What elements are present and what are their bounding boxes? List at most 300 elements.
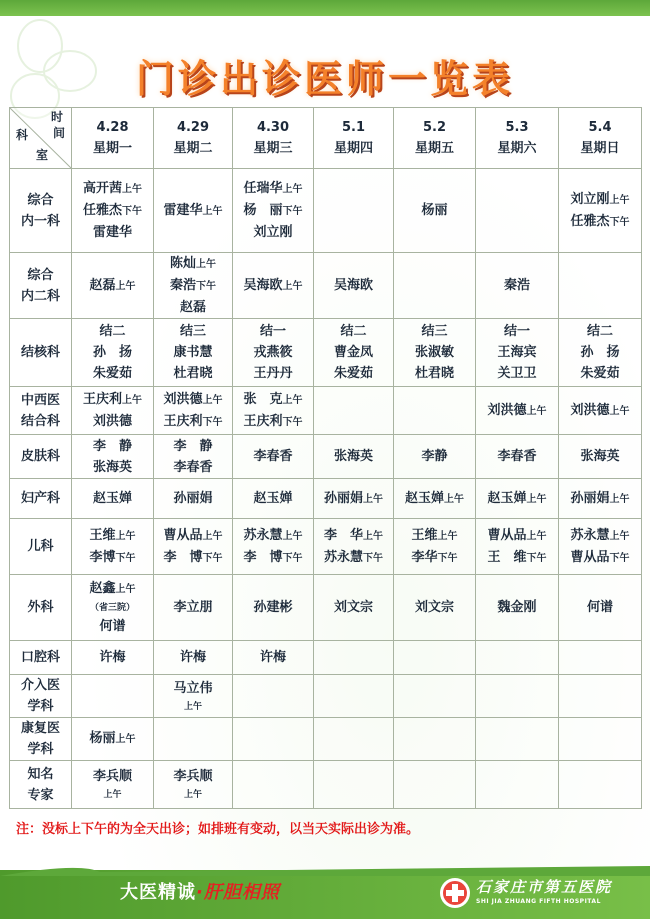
doctor-name: 秦浩 (169, 278, 196, 293)
doctor-entry (154, 525, 232, 547)
department-cell (10, 519, 72, 575)
doctor-entry (233, 597, 313, 618)
schedule-cell (394, 761, 476, 809)
schedule-cell (154, 641, 233, 675)
department-cell (10, 435, 72, 479)
doctor-entry (233, 363, 313, 384)
doctor-entry (559, 547, 641, 569)
doctor-entry (559, 488, 641, 510)
doctor-entry (154, 253, 232, 275)
doctor-name: 赵玉婵 (404, 490, 444, 506)
doctor-entry (559, 211, 641, 233)
schedule-cell (72, 675, 154, 718)
doctor-entry (314, 321, 393, 342)
doctor-name: 李 静 (173, 438, 213, 454)
schedule-cell (476, 169, 559, 253)
corner-room: 室 (36, 148, 49, 162)
schedule-cell (559, 761, 642, 809)
doctor-name: 孙建彬 (253, 600, 293, 615)
department-name: 介入医 (20, 678, 60, 693)
schedule-cell (314, 169, 394, 253)
session-tag: 下午 (526, 552, 547, 564)
schedule-table (9, 107, 642, 809)
session-tag: 下午 (282, 552, 303, 564)
doctor-name: 杜君晓 (414, 366, 454, 381)
schedule-cell (314, 575, 394, 641)
schedule-cell (476, 575, 559, 641)
schedule-cell (154, 761, 233, 809)
department-cell (10, 641, 72, 675)
department-name: 妇产科 (20, 491, 60, 506)
schedule-cell (476, 479, 559, 519)
doctor-name: 杨丽 (89, 731, 116, 746)
schedule-cell (233, 641, 314, 675)
schedule-cell (72, 761, 154, 809)
department-name: 结合科 (20, 413, 60, 429)
doctor-entry (476, 342, 558, 363)
doctor-entry (154, 411, 232, 433)
session-tag: 上午 (363, 530, 383, 542)
schedule-cell (233, 479, 314, 519)
doctor-name: 李静 (421, 449, 448, 464)
day-weekday: 星期二 (173, 141, 213, 156)
doctor-name: 结二 (340, 324, 367, 339)
doctor-name: 关卫卫 (497, 366, 537, 381)
doctor-entry (476, 275, 558, 296)
schedule-cell (233, 253, 314, 319)
doctor-name: 曹从品 (487, 527, 527, 543)
doctor-name: 李立朋 (173, 600, 213, 615)
schedule-cell (559, 169, 642, 253)
doctor-name: 王庆利 (243, 413, 283, 429)
doctor-name: 李兵顺 (92, 769, 132, 784)
schedule-cell (476, 435, 559, 479)
doctor-entry (233, 200, 313, 222)
schedule-cell (233, 519, 314, 575)
doctor-name: 赵磊 (179, 300, 206, 315)
table-row (10, 253, 642, 319)
doctor-name: 李华 (411, 549, 438, 565)
session-tag: 上午 (115, 280, 136, 292)
doctor-name: 魏金刚 (497, 600, 537, 615)
doctor-name: 结二 (99, 324, 126, 339)
doctor-entry (154, 389, 232, 411)
doctor-entry (154, 647, 232, 668)
schedule-cell (476, 319, 559, 387)
doctor-entry (559, 321, 641, 342)
doctor-name: 马立伟 (173, 680, 213, 696)
doctor-name: 戎燕筱 (253, 345, 293, 360)
doctor-name: 许梅 (99, 650, 126, 665)
session-tag: 下午 (363, 552, 383, 564)
doctor-entry (394, 342, 475, 363)
corner-time: 时 (50, 110, 63, 124)
doctor-name: 刘洪德 (92, 414, 132, 429)
session-tag: 上午 (196, 259, 216, 270)
session-tag: 上午 (526, 493, 547, 505)
doctor-name: 苏永慧 (570, 527, 610, 543)
hospital-logo-icon (438, 876, 472, 910)
doctor-entry (154, 342, 232, 363)
doctor-entry (233, 446, 313, 467)
doctor-name: 上午 (183, 701, 202, 712)
schedule-cell (394, 675, 476, 718)
schedule-cell (559, 675, 642, 718)
session-tag: 上午 (363, 493, 383, 505)
session-tag: 上午 (609, 530, 630, 542)
doctor-name: 陈灿 (169, 256, 196, 271)
session-tag: 上午 (282, 530, 303, 542)
doctor-entry (154, 200, 232, 222)
day-date: 5.3 (505, 120, 529, 135)
schedule-cell (154, 435, 233, 479)
schedule-cell (314, 519, 394, 575)
department-name: 外科 (27, 600, 54, 615)
schedule-cell (394, 479, 476, 519)
session-tag: 上午 (202, 394, 223, 406)
day-weekday: 星期五 (414, 141, 454, 156)
schedule-cell (233, 675, 314, 718)
doctor-name: 赵鑫 (89, 581, 116, 596)
footer-swoosh (0, 862, 650, 876)
department-name: 结核科 (20, 345, 60, 360)
footer-bar (0, 870, 650, 919)
doctor-name: 许梅 (179, 650, 206, 665)
doctor-name: 张海英 (580, 449, 620, 464)
department-cell (10, 575, 72, 641)
doctor-name: 张海英 (333, 449, 373, 464)
doctor-entry (154, 766, 232, 787)
doctor-name: 孙丽娟 (173, 491, 213, 506)
table-row (10, 387, 642, 435)
doctor-entry (72, 200, 153, 222)
doctor-name: 杨 丽 (243, 203, 283, 218)
doctor-entry (314, 547, 393, 569)
doctor-name: 结二 (586, 324, 613, 339)
doctor-name: 孙 扬 (580, 345, 620, 360)
department-name: 综合 (27, 192, 54, 208)
doctor-entry (476, 400, 558, 422)
doctor-name: 苏永慧 (243, 527, 283, 543)
schedule-cell (154, 519, 233, 575)
doctor-entry (394, 488, 475, 510)
department-name: 学科 (27, 699, 54, 714)
schedule-cell (314, 479, 394, 519)
department-name: 综合 (27, 267, 54, 283)
doctor-entry (559, 400, 641, 422)
doctor-entry (154, 436, 232, 457)
doctor-entry (314, 525, 393, 547)
session-tag: 下午 (282, 416, 303, 428)
doctor-entry (72, 342, 153, 363)
schedule-cell (233, 718, 314, 761)
doctor-entry (559, 342, 641, 363)
doctor-entry (314, 363, 393, 384)
table-row (10, 169, 642, 253)
doctor-entry (72, 525, 153, 547)
session-tag: 上午 (115, 530, 136, 542)
schedule-cell (314, 675, 394, 718)
table-row (10, 479, 642, 519)
session-tag: 下午 (282, 206, 303, 217)
doctor-entry (476, 547, 558, 569)
schedule-cell (72, 435, 154, 479)
doctor-name: （省三院） (89, 603, 135, 613)
doctor-entry (314, 342, 393, 363)
doctor-entry (72, 363, 153, 384)
doctor-entry (154, 678, 232, 699)
doctor-entry (154, 275, 232, 297)
doctor-name: 曹从品 (163, 527, 203, 543)
doctor-entry (314, 446, 393, 467)
schedule-cell (476, 387, 559, 435)
cell-note (72, 787, 153, 803)
schedule-cell (233, 387, 314, 435)
schedule-cell (154, 718, 233, 761)
doctor-entry (72, 488, 153, 509)
schedule-cell (476, 761, 559, 809)
doctor-entry (233, 488, 313, 509)
doctor-entry (394, 547, 475, 569)
department-name: 专家 (27, 787, 54, 803)
department-cell (10, 761, 72, 809)
day-date: 5.4 (588, 120, 612, 135)
doctor-entry (314, 488, 393, 510)
doctor-entry (72, 766, 153, 787)
session-tag: 上午 (282, 280, 303, 292)
doctor-entry (72, 321, 153, 342)
table-row (10, 675, 642, 718)
doctor-name: 李春香 (173, 459, 213, 475)
schedule-cell (72, 519, 154, 575)
doctor-entry (154, 488, 232, 509)
doctor-entry (72, 547, 153, 569)
session-tag: 下午 (437, 552, 458, 564)
session-tag: 下午 (202, 416, 223, 428)
department-name: 口腔科 (20, 650, 60, 665)
department-cell (10, 169, 72, 253)
doctor-entry (394, 363, 475, 384)
hospital-name: 石家庄市第五医院 (476, 878, 613, 896)
slogan-part-a: 大医精诚 (120, 882, 196, 903)
doctor-name: 高开茜 (82, 181, 122, 196)
doctor-name: 何谱 (586, 600, 613, 615)
schedule-cell (394, 575, 476, 641)
doctor-name: 李 华 (323, 527, 363, 543)
doctor-entry (233, 547, 313, 569)
schedule-cell (559, 575, 642, 641)
session-tag: 上午 (526, 530, 547, 542)
doctor-name: 雷建华 (92, 225, 132, 240)
day-header (154, 108, 233, 169)
session-tag: 下午 (609, 216, 630, 228)
doctor-name: 结三 (421, 324, 448, 339)
doctor-name: 朱爱茹 (580, 366, 620, 381)
doctor-entry (154, 547, 232, 569)
doctor-name: 上午 (183, 790, 202, 800)
schedule-cell (314, 641, 394, 675)
schedule-cell (154, 319, 233, 387)
table-row (10, 319, 642, 387)
department-name: 知名 (27, 766, 54, 782)
doctor-entry (72, 728, 153, 750)
doctor-entry (154, 321, 232, 342)
table-row (10, 435, 642, 479)
doctor-name: 赵玉婵 (253, 491, 293, 506)
department-name: 内一科 (20, 213, 60, 229)
day-weekday: 星期六 (497, 141, 537, 156)
doctor-entry (476, 363, 558, 384)
schedule-cell (314, 253, 394, 319)
doctor-entry (559, 446, 641, 467)
doctor-entry (233, 178, 313, 200)
schedule-cell (394, 169, 476, 253)
day-header (559, 108, 642, 169)
schedule-cell (476, 675, 559, 718)
session-tag: 上午 (282, 184, 303, 195)
doctor-name: 杨丽 (421, 203, 448, 218)
doctor-name: 孙丽娟 (323, 490, 363, 506)
department-cell (10, 387, 72, 435)
department-name: 内二科 (20, 288, 60, 304)
doctor-name: 吴海欧 (333, 278, 373, 293)
doctor-entry (476, 446, 558, 467)
session-tag: 上午 (122, 184, 142, 195)
schedule-cell (559, 641, 642, 675)
schedule-cell (559, 479, 642, 519)
doctor-entry (72, 178, 153, 200)
doctor-name: 任雅杰 (570, 213, 610, 229)
day-date: 4.28 (96, 120, 129, 135)
session-tag: 上午 (609, 194, 630, 206)
table-row (10, 718, 642, 761)
department-cell (10, 675, 72, 718)
doctor-entry (394, 446, 475, 467)
corner-cell (10, 108, 72, 169)
doctor-name: 朱爱茹 (333, 366, 373, 381)
footnote: 注：没标上下午的为全天出诊；如排班有变动，以当天实际出诊为准。 (16, 822, 420, 837)
doctor-entry (72, 222, 153, 243)
doctor-name: 何谱 (99, 619, 126, 634)
session-tag: 上午 (444, 493, 464, 505)
doctor-name: 孙丽娟 (570, 490, 610, 506)
cell-note (154, 699, 232, 715)
session-tag: 上午 (115, 734, 136, 745)
session-tag: 上午 (609, 405, 630, 417)
doctor-entry (233, 389, 313, 411)
day-header (233, 108, 314, 169)
session-tag: 上午 (282, 394, 303, 406)
session-tag: 上午 (526, 405, 547, 417)
doctor-name: 王维 (411, 527, 438, 543)
doctor-name: 李春香 (497, 449, 537, 464)
doctor-name: 许梅 (259, 650, 286, 665)
doctor-name: 曹金凤 (333, 345, 373, 360)
schedule-cell (394, 253, 476, 319)
day-weekday: 星期三 (253, 141, 293, 156)
doctor-entry (233, 321, 313, 342)
department-name: 儿科 (27, 539, 54, 554)
table-row (10, 641, 642, 675)
doctor-name: 结一 (503, 324, 530, 339)
schedule-cell (314, 435, 394, 479)
day-header (394, 108, 476, 169)
schedule-cell (154, 479, 233, 519)
doctor-entry (233, 411, 313, 433)
schedule-cell (314, 387, 394, 435)
doctor-name: 杜君晓 (173, 366, 213, 381)
doctor-name: 刘洪德 (487, 402, 527, 418)
schedule-cell (154, 675, 233, 718)
doctor-name: 刘洪德 (163, 391, 203, 407)
slogan-part-b: ·肝胆相照 (196, 882, 280, 903)
day-date: 4.29 (176, 120, 210, 135)
schedule-cell (72, 387, 154, 435)
doctor-name: 王海宾 (497, 345, 537, 360)
session-tag: 下午 (122, 206, 142, 217)
doctor-entry (233, 342, 313, 363)
doctor-entry (154, 597, 232, 618)
schedule-cell (559, 319, 642, 387)
doctor-name: 曹从品 (570, 549, 610, 565)
footer-slogan (120, 878, 280, 904)
doctor-entry (72, 275, 153, 297)
schedule-cell (233, 169, 314, 253)
doctor-entry (72, 616, 153, 637)
doctor-name: 张海英 (92, 459, 132, 475)
schedule-cell (233, 575, 314, 641)
doctor-entry (72, 578, 153, 600)
doctor-name: 赵磊 (89, 277, 116, 293)
schedule-cell (72, 253, 154, 319)
department-cell (10, 253, 72, 319)
day-date: 4.30 (256, 120, 290, 135)
doctor-entry (233, 222, 313, 243)
schedule-cell (314, 718, 394, 761)
day-weekday: 星期日 (580, 141, 620, 156)
doctor-name: 王丹丹 (253, 366, 293, 381)
schedule-cell (394, 641, 476, 675)
doctor-name: 结一 (259, 324, 286, 339)
doctor-entry (394, 200, 475, 221)
doctor-entry (559, 189, 641, 211)
schedule-cell (559, 253, 642, 319)
day-header (72, 108, 154, 169)
schedule-cell (476, 718, 559, 761)
schedule-cell (233, 319, 314, 387)
schedule-cell (154, 253, 233, 319)
schedule-cell (394, 387, 476, 435)
session-tag: 上午 (122, 395, 142, 406)
schedule-cell (476, 519, 559, 575)
doctor-name: 李 静 (92, 438, 132, 454)
doctor-entry (476, 321, 558, 342)
doctor-entry (394, 597, 475, 618)
day-header (314, 108, 394, 169)
session-tag: 下午 (196, 281, 216, 292)
doctor-name: 王庆利 (82, 392, 122, 407)
department-cell (10, 718, 72, 761)
doctor-name: 秦浩 (503, 278, 530, 293)
doctor-entry (154, 297, 232, 318)
header-row (10, 108, 642, 169)
doctor-name: 任雅杰 (82, 203, 122, 218)
doctor-name: 赵玉婵 (92, 491, 132, 506)
schedule-cell (314, 319, 394, 387)
doctor-entry (72, 411, 153, 432)
doctor-name: 结三 (179, 324, 206, 339)
schedule-cell (154, 169, 233, 253)
